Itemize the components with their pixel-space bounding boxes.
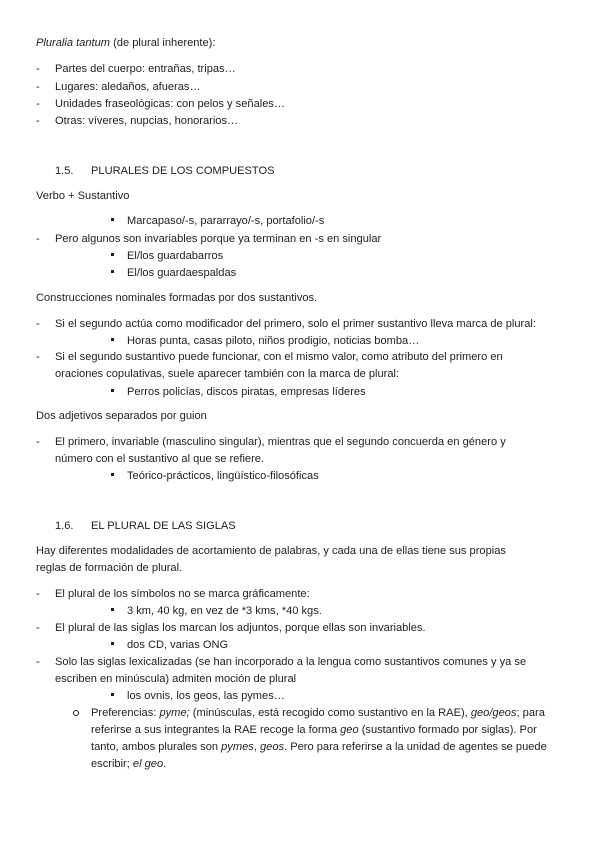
example: los ovnis, los geos, las pymes…: [127, 690, 285, 702]
pref-l2-geo: geo: [340, 724, 359, 736]
dash-bullet: -: [36, 656, 40, 668]
example: El/los guardaespaldas: [127, 267, 237, 279]
list-item: El primero, invariable (masculino singular), mientras que el segundo concuerda en género y: [55, 436, 506, 448]
list-item: Lugares: aledaños, afueras…: [55, 81, 201, 93]
list-item: El plural de las siglas los marcan los adjuntos, porque ellas son invariables.: [55, 622, 426, 634]
dash-bullet: -: [36, 63, 40, 75]
section-title: EL PLURAL DE LAS SIGLAS: [91, 520, 236, 532]
square-bullet: [111, 608, 114, 611]
dash-bullet: -: [36, 233, 40, 245]
example: 3 km, 40 kg, en vez de *3 kms, *40 kgs.: [127, 605, 322, 617]
example: Perros policías, discos piratas, empresas líderes: [127, 386, 366, 398]
dash-bullet: -: [36, 81, 40, 93]
square-bullet: [111, 338, 114, 341]
dash-bullet: -: [36, 588, 40, 600]
square-bullet: [111, 253, 114, 256]
pref-l4b: .: [163, 758, 167, 770]
pref-l2a: referirse a sus integrantes la RAE recoge la forma: [91, 724, 341, 736]
pref-label: Preferencias:: [91, 707, 160, 719]
subheading: Construcciones nominales formadas por dos sustantivos.: [36, 292, 318, 304]
paragraph: Hay diferentes modalidades de acortamiento de palabras, y cada una de ellas tiene sus propias: [36, 545, 506, 557]
dash-bullet: -: [36, 98, 40, 110]
dash-bullet: -: [36, 318, 40, 330]
square-bullet: [111, 389, 114, 392]
list-item: Si el segundo actúa como modificador del primero, solo el primer sustantivo lleva marca de plural:: [55, 318, 536, 330]
preference-line-1: [91, 706, 545, 720]
list-item: Pero algunos son invariables porque ya terminan en -s en singular: [55, 233, 382, 245]
square-bullet: [111, 473, 114, 476]
square-bullet: [111, 693, 114, 696]
list-item-continued: escriben en minúscula) admiten moción de plural: [55, 673, 297, 685]
preference-line-2: [91, 723, 537, 737]
list-item: El plural de los símbolos no se marca gráficamente:: [55, 588, 310, 600]
section-title: PLURALES DE LOS COMPUESTOS: [91, 165, 275, 177]
paragraph-continued: reglas de formación de plural.: [36, 562, 183, 574]
pref-geo: geo/geos: [470, 707, 517, 719]
list-item: Si el segundo sustantivo puede funcionar, con el mismo valor, como atributo del primero en: [55, 351, 503, 363]
list-item: Solo las siglas lexicalizadas (se han incorporado a la lengua como sustantivos comunes y ya se: [55, 656, 527, 668]
square-bullet: [111, 218, 114, 221]
pref-l3-sep: ,: [253, 741, 260, 753]
dash-bullet: -: [36, 622, 40, 634]
list-item: Partes del cuerpo: entrañas, tripas…: [55, 63, 236, 75]
preference-line-4: [91, 757, 166, 771]
pref-l3a: tanto, ambos plurales son: [91, 741, 222, 753]
subheading: Dos adjetivos separados por guion: [36, 410, 207, 422]
section-number: 1.6.: [55, 520, 74, 532]
section-number: 1.5.: [55, 165, 74, 177]
list-item: Unidades fraseológicas: con pelos y señales…: [55, 98, 286, 110]
dash-bullet: -: [36, 115, 40, 127]
circle-bullet: [73, 710, 79, 716]
example: dos CD, varias ONG: [127, 639, 229, 651]
pluralia-heading: [36, 36, 215, 50]
pref-l2b: (sustantivo formado por siglas). Por: [358, 724, 537, 736]
list-item: Otras: víveres, nupcias, honorarios…: [55, 115, 239, 127]
example: Teórico-prácticos, lingüístico-filosóficas: [127, 470, 319, 482]
pluralia-note: (de plural inherente):: [110, 37, 216, 49]
pref-pyme: pyme;: [159, 707, 190, 719]
square-bullet: [111, 270, 114, 273]
preference-line-3: [91, 740, 547, 754]
example: Horas punta, casas piloto, niños prodigio, noticias bomba…: [127, 335, 420, 347]
list-item-continued: oraciones copulativas, suele aparecer también con la marca de plural:: [55, 368, 400, 380]
subheading: Verbo + Sustantivo: [36, 190, 130, 202]
example: El/los guardabarros: [127, 250, 224, 262]
pref-l3b: . Pero para referirse a la unidad de agentes se puede: [284, 741, 547, 753]
pluralia-term: Pluralia tantum: [36, 37, 110, 49]
pref-l3-pymes: pymes: [221, 741, 254, 753]
list-item-continued: número con el sustantivo al que se refiere.: [55, 453, 265, 465]
square-bullet: [111, 642, 114, 645]
dash-bullet: -: [36, 436, 40, 448]
pref-mid: (minúsculas, está recogido como sustantivo en la RAE),: [189, 707, 471, 719]
pref-l3-geos: geos: [259, 741, 285, 753]
pref-l4a: escribir;: [91, 758, 133, 770]
example: Marcapaso/-s, pararrayo/-s, portafolio/-s: [127, 215, 325, 227]
pref-l4-elgeo: el geo: [132, 758, 164, 770]
pref-end: ; para: [516, 707, 545, 719]
dash-bullet: -: [36, 351, 40, 363]
